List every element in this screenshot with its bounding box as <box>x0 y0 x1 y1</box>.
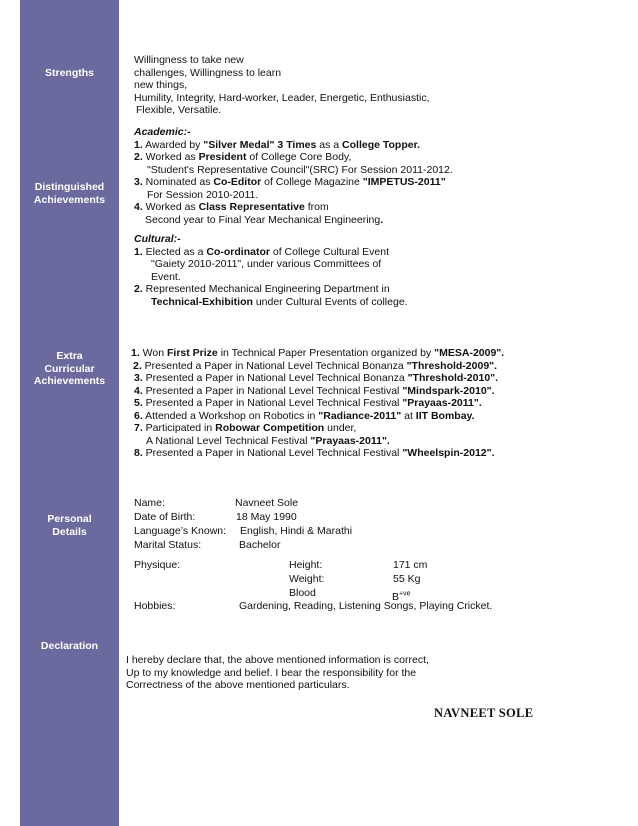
academic-item-3-continued: For Session 2010-2011. <box>147 188 259 201</box>
languages-value: English, Hindi & Marathi <box>240 525 353 537</box>
hobbies-label: Hobbies: <box>134 600 176 612</box>
sidebar-heading-extra-curricular <box>20 350 119 388</box>
blood-label: Blood <box>289 587 316 599</box>
declaration-line: I hereby declare that, the above mentioned information is correct, <box>126 654 429 666</box>
weight-value: 55 Kg <box>393 573 421 585</box>
declaration-line: Up to my knowledge and belief. I bear the responsibility for the <box>126 666 417 679</box>
name-value: Navneet Sole <box>235 497 299 509</box>
cultural-section <box>134 233 408 308</box>
sidebar-heading-line: Achievements <box>33 375 106 387</box>
sidebar <box>20 0 119 826</box>
academic-item-1: 1. Awarded by "Silver Medal" 3 Times as a College Topper. <box>134 138 421 151</box>
extra-item-8: 8. Presented a Paper in National Level Technical Festival "Wheelspin-2012". <box>134 447 495 459</box>
dob-label: Date of Birth: <box>134 511 196 523</box>
sidebar-heading-line: Distinguished <box>34 181 105 193</box>
sidebar-heading-strengths: Strengths <box>44 67 94 79</box>
strengths-line: new things, <box>134 79 188 91</box>
signature-name: NAVNEET SOLE <box>434 706 534 720</box>
height-value: 171 cm <box>393 559 428 571</box>
extra-curricular-section <box>131 347 504 460</box>
sidebar-heading-line: Extra <box>56 350 83 362</box>
cultural-item-1-continued: Event. <box>151 270 181 283</box>
cultural-item-2-continued: Technical-Exhibition under Cultural Events of college. <box>151 295 408 308</box>
height-label: Height: <box>289 559 323 571</box>
hobbies-value: Gardening, Reading, Listening Songs, Playing Cricket. <box>239 600 493 612</box>
languages-label: Language’s Known: <box>134 525 227 537</box>
academic-item-3: 3. Nominated as Co-Editor of College Magazine "IMPETUS-2011" <box>134 176 446 188</box>
sidebar-heading-line: Personal <box>47 513 92 525</box>
weight-label: Weight: <box>289 573 325 585</box>
extra-item-1: 1. Won First Prize in Technical Paper Presentation organized by "MESA-2009". <box>131 347 505 359</box>
blood-rh-superscript: +ve <box>399 590 411 598</box>
cultural-item-1: 1. Elected as a Co-ordinator of College Cultural Event <box>134 245 390 258</box>
cultural-item-2: 2. Represented Mechanical Engineering Department in <box>134 283 390 295</box>
strengths-section <box>134 54 429 117</box>
strengths-line: challenges, Willingness to learn <box>134 66 282 79</box>
strengths-line: Humility, Integrity, Hard-worker, Leader, Energetic, Enthusiastic, <box>134 91 430 104</box>
sidebar-heading-line: Achievements <box>33 193 106 206</box>
extra-item-5: 5. Presented a Paper in National Level Technical Festival "Prayaas-2011". <box>134 397 482 409</box>
sidebar-heading-line: Curricular <box>44 362 95 375</box>
strengths-line: Willingness to take new <box>134 54 244 66</box>
sidebar-heading-declaration: Declaration <box>40 640 99 652</box>
sidebar-heading-distinguished <box>20 181 119 206</box>
sidebar-heading-personal-details <box>20 513 119 538</box>
extra-item-4: 4. Presented a Paper in National Level Technical Festival "Mindspark-2010". <box>134 384 495 397</box>
name-label: Name: <box>134 497 165 509</box>
marital-status-label: Marital Status: <box>134 539 202 551</box>
physique-label: Physique: <box>134 559 181 571</box>
extra-item-7: 7. Participated in Robowar Competition under, <box>134 422 357 434</box>
blood-value: $B^{+ve}$ <box>392 590 411 603</box>
academic-item-2-continued: "Student's Representative Council"(SRC) For Session 2011-2012. <box>147 163 453 176</box>
marital-status-value: Bachelor <box>239 539 281 551</box>
dob-value: 18 May 1990 <box>236 511 297 523</box>
extra-item-2: 2. Presented a Paper in National Level Technical Bonanza "Threshold-2009". <box>133 359 498 372</box>
extra-item-3: 3. Presented a Paper in National Level Technical Bonanza "Threshold-2010". <box>134 372 499 384</box>
academic-section <box>134 126 453 226</box>
extra-item-6: 6. Attended a Workshop on Robotics in "Radiance-2011" at IIT Bombay. <box>134 409 475 422</box>
cultural-heading: Cultural:- <box>134 233 181 245</box>
declaration-section <box>126 654 429 692</box>
strengths-line: Flexible, Versatile. <box>136 104 222 116</box>
declaration-line: Correctness of the above mentioned particulars. <box>126 679 350 691</box>
academic-item-4: 4. Worked as Class Representative from <box>134 201 329 213</box>
cultural-item-1-continued: "Gaiety 2010-2011", under various Committees of <box>151 258 382 270</box>
extra-item-7-continued: A National Level Technical Festival "Prayaas-2011". <box>146 434 390 447</box>
academic-item-4-continued: Second year to Final Year Mechanical Engineering. <box>145 213 384 226</box>
sidebar-heading-line: Details <box>52 525 87 538</box>
academic-item-2: 2. Worked as President of College Core Body, <box>134 151 352 163</box>
academic-heading: Academic:- <box>134 126 191 138</box>
